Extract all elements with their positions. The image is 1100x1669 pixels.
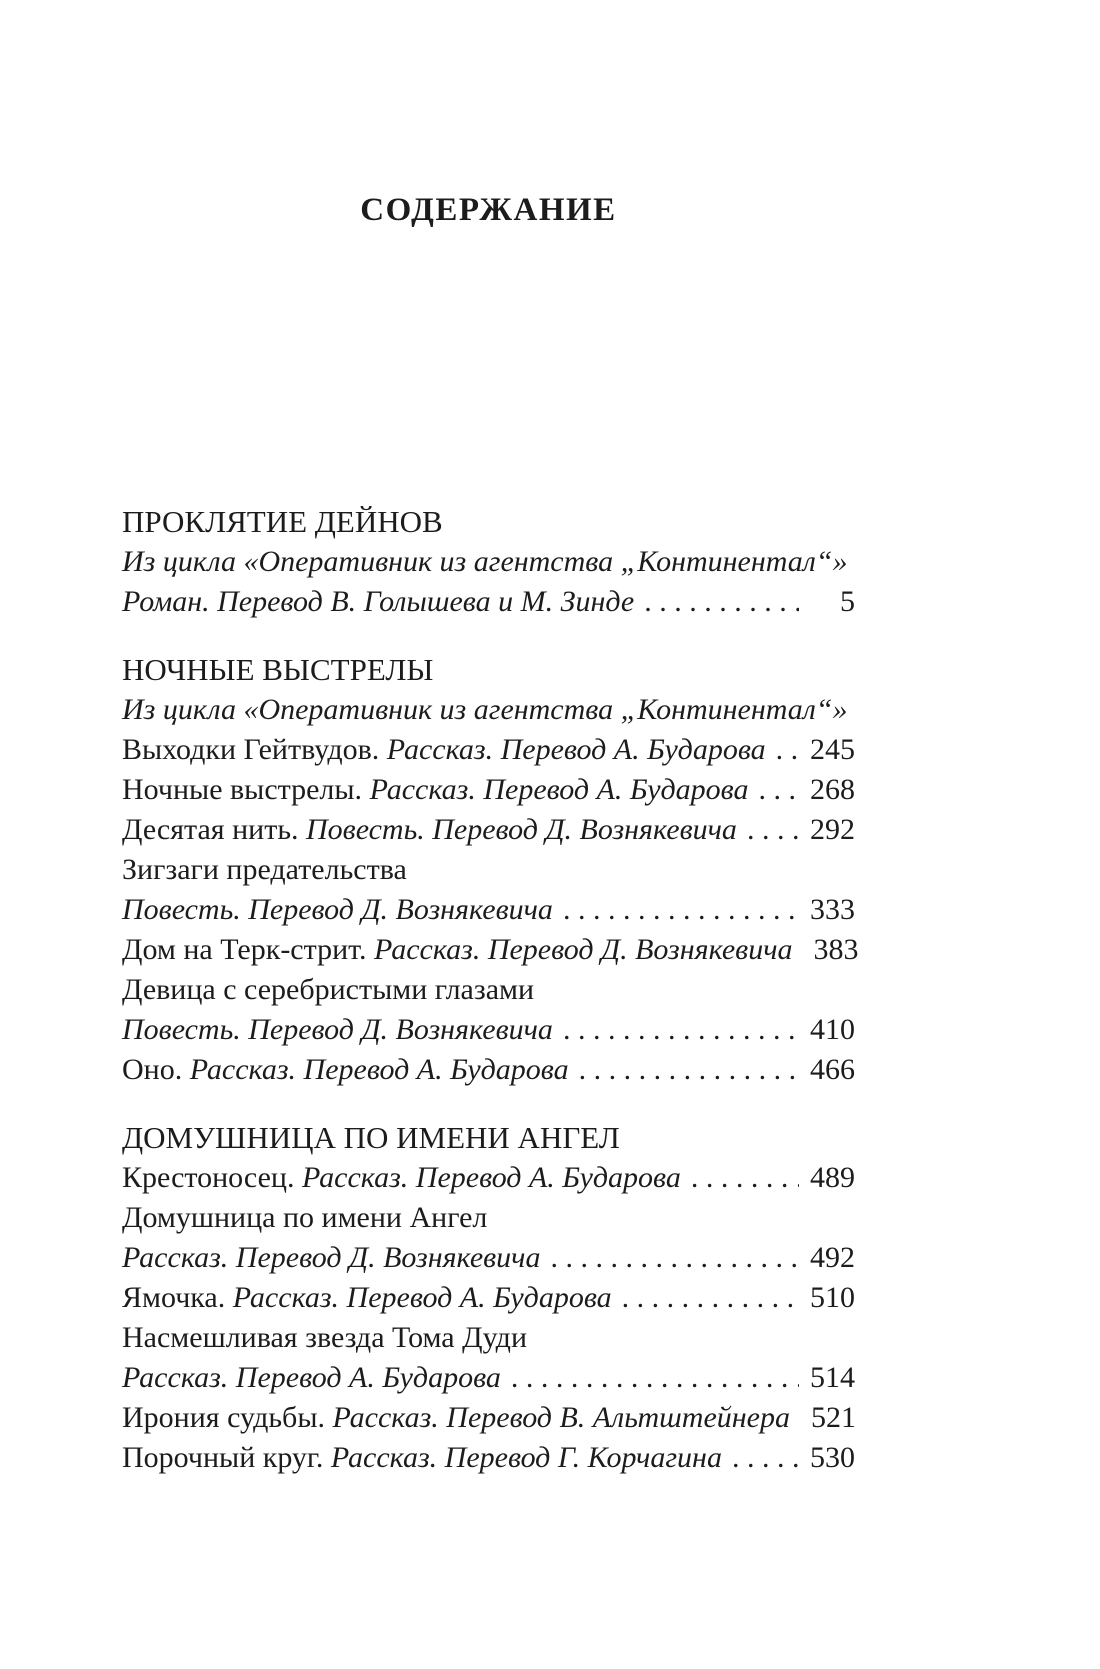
entry-page-number: 410 bbox=[810, 1013, 855, 1046]
toc-entry bbox=[122, 810, 855, 850]
entry-text bbox=[122, 890, 553, 930]
dot-leader bbox=[551, 1238, 800, 1278]
dot-leader bbox=[747, 810, 799, 850]
entry-page-number: 530 bbox=[810, 1441, 855, 1474]
entry-title-line: Девица с серебристыми глазами bbox=[122, 973, 535, 1006]
dot-leader bbox=[644, 582, 799, 622]
entry-text bbox=[122, 1050, 569, 1090]
entry-descriptor: Повесть. Перевод Д. Вознякевича bbox=[306, 813, 737, 846]
dot-leader bbox=[563, 1010, 799, 1050]
entry-title-line: Домушница по имени Ангел bbox=[122, 1201, 488, 1234]
entry-title-text: Ирония судьбы. bbox=[122, 1401, 325, 1434]
entry-page-number: 333 bbox=[810, 893, 855, 926]
entry-page-number: 514 bbox=[810, 1361, 855, 1394]
entry-descriptor: Роман. Перевод В. Голышева и М. Зинде bbox=[122, 585, 635, 618]
entry-descriptor: Рассказ. Перевод А. Бударова bbox=[369, 773, 749, 806]
toc-entry bbox=[122, 730, 855, 770]
toc-entry bbox=[122, 1010, 855, 1050]
toc-entry bbox=[122, 1050, 855, 1090]
toc-entry bbox=[122, 770, 855, 810]
entry-text bbox=[122, 810, 737, 850]
entry-text bbox=[122, 770, 748, 810]
entry-title-text: Выходки Гейтвудов. bbox=[122, 733, 380, 766]
entry-page-number: 245 bbox=[810, 733, 855, 766]
dot-leader bbox=[691, 1158, 799, 1198]
entry-text bbox=[122, 1358, 501, 1398]
section-subheading: Из цикла «Оперативник из агентства „Континентал“» bbox=[122, 693, 848, 726]
toc-section bbox=[122, 1118, 855, 1478]
toc-entry bbox=[122, 1278, 855, 1318]
entry-text bbox=[122, 730, 766, 770]
entry-title-text: Ямочка. bbox=[122, 1281, 226, 1314]
toc-entry bbox=[122, 930, 859, 970]
table-of-contents bbox=[122, 502, 859, 1478]
entry-page-number: 489 bbox=[810, 1161, 855, 1194]
entry-title-text: Ночные выстрелы. bbox=[122, 773, 363, 806]
entry-page-number: 521 bbox=[810, 1401, 856, 1434]
entry-descriptor: Рассказ. Перевод А. Бударова bbox=[122, 1361, 501, 1394]
entry-title-text: Порочный круг. bbox=[122, 1441, 324, 1474]
entry-descriptor: Повесть. Перевод Д. Вознякевича bbox=[122, 893, 553, 926]
entry-text bbox=[122, 1010, 553, 1050]
entry-title-line: Насмешливая звезда Тома Дуди bbox=[122, 1321, 527, 1354]
entry-title-text: Крестоносец. bbox=[122, 1161, 295, 1194]
section-heading: ДОМУШНИЦА ПО ИМЕНИ АНГЕЛ bbox=[122, 1120, 620, 1155]
entry-title-text: Дом на Терк-стрит. bbox=[122, 933, 367, 966]
toc-entry bbox=[122, 1358, 855, 1398]
entry-descriptor: Рассказ. Перевод А. Бударова bbox=[189, 1053, 569, 1086]
toc-entry bbox=[122, 1158, 855, 1198]
toc-entry bbox=[122, 1398, 855, 1438]
entry-text bbox=[122, 1398, 790, 1438]
entry-page-number: 466 bbox=[810, 1053, 855, 1086]
entry-descriptor: Повесть. Перевод Д. Вознякевича bbox=[122, 1013, 553, 1046]
dot-leader bbox=[732, 1438, 799, 1478]
entry-page-number: 292 bbox=[810, 813, 855, 846]
entry-page-number: 5 bbox=[840, 585, 855, 618]
entry-title-line: Зигзаги предательства bbox=[122, 853, 407, 886]
dot-leader bbox=[511, 1358, 799, 1398]
entry-text bbox=[122, 1238, 541, 1278]
entry-text bbox=[122, 1278, 612, 1318]
entry-descriptor: Рассказ. Перевод В. Альтштейнера bbox=[332, 1401, 790, 1434]
toc-entry bbox=[122, 1438, 855, 1478]
entry-text bbox=[122, 1438, 722, 1478]
entry-descriptor: Рассказ. Перевод А. Бударова bbox=[301, 1161, 681, 1194]
toc-entry bbox=[122, 582, 855, 622]
entry-title-text: Десятая нить. bbox=[122, 813, 299, 846]
entry-title-text: Оно. bbox=[122, 1053, 183, 1086]
dot-leader bbox=[776, 730, 799, 770]
dot-leader bbox=[563, 890, 799, 930]
entry-descriptor: Рассказ. Перевод Д. Вознякевича bbox=[122, 1241, 541, 1274]
dot-leader bbox=[622, 1278, 799, 1318]
entry-descriptor: Рассказ. Перевод Д. Вознякевича bbox=[374, 933, 793, 966]
entry-text bbox=[122, 930, 793, 970]
dot-leader bbox=[758, 770, 799, 810]
section-heading: ПРОКЛЯТИЕ ДЕЙНОВ bbox=[122, 504, 443, 539]
entry-page-number: 268 bbox=[810, 773, 855, 806]
toc-entry bbox=[122, 890, 855, 930]
entry-descriptor: Рассказ. Перевод А. Бударова bbox=[232, 1281, 612, 1314]
toc-section bbox=[122, 502, 855, 622]
toc-section bbox=[122, 650, 859, 1090]
section-subheading: Из цикла «Оперативник из агентства „Континентал“» bbox=[122, 545, 848, 578]
dot-leader bbox=[579, 1050, 799, 1090]
entry-page-number: 492 bbox=[810, 1241, 855, 1274]
page-title: СОДЕРЖАНИЕ bbox=[360, 192, 617, 228]
entry-descriptor: Рассказ. Перевод Г. Корчагина bbox=[330, 1441, 722, 1474]
entry-page-number: 510 bbox=[810, 1281, 855, 1314]
entry-descriptor: Рассказ. Перевод А. Бударова bbox=[386, 733, 766, 766]
section-heading: НОЧНЫЕ ВЫСТРЕЛЫ bbox=[122, 652, 434, 687]
entry-text bbox=[122, 582, 634, 622]
entry-page-number: 383 bbox=[813, 933, 859, 966]
entry-text bbox=[122, 1158, 681, 1198]
toc-entry bbox=[122, 1238, 855, 1278]
